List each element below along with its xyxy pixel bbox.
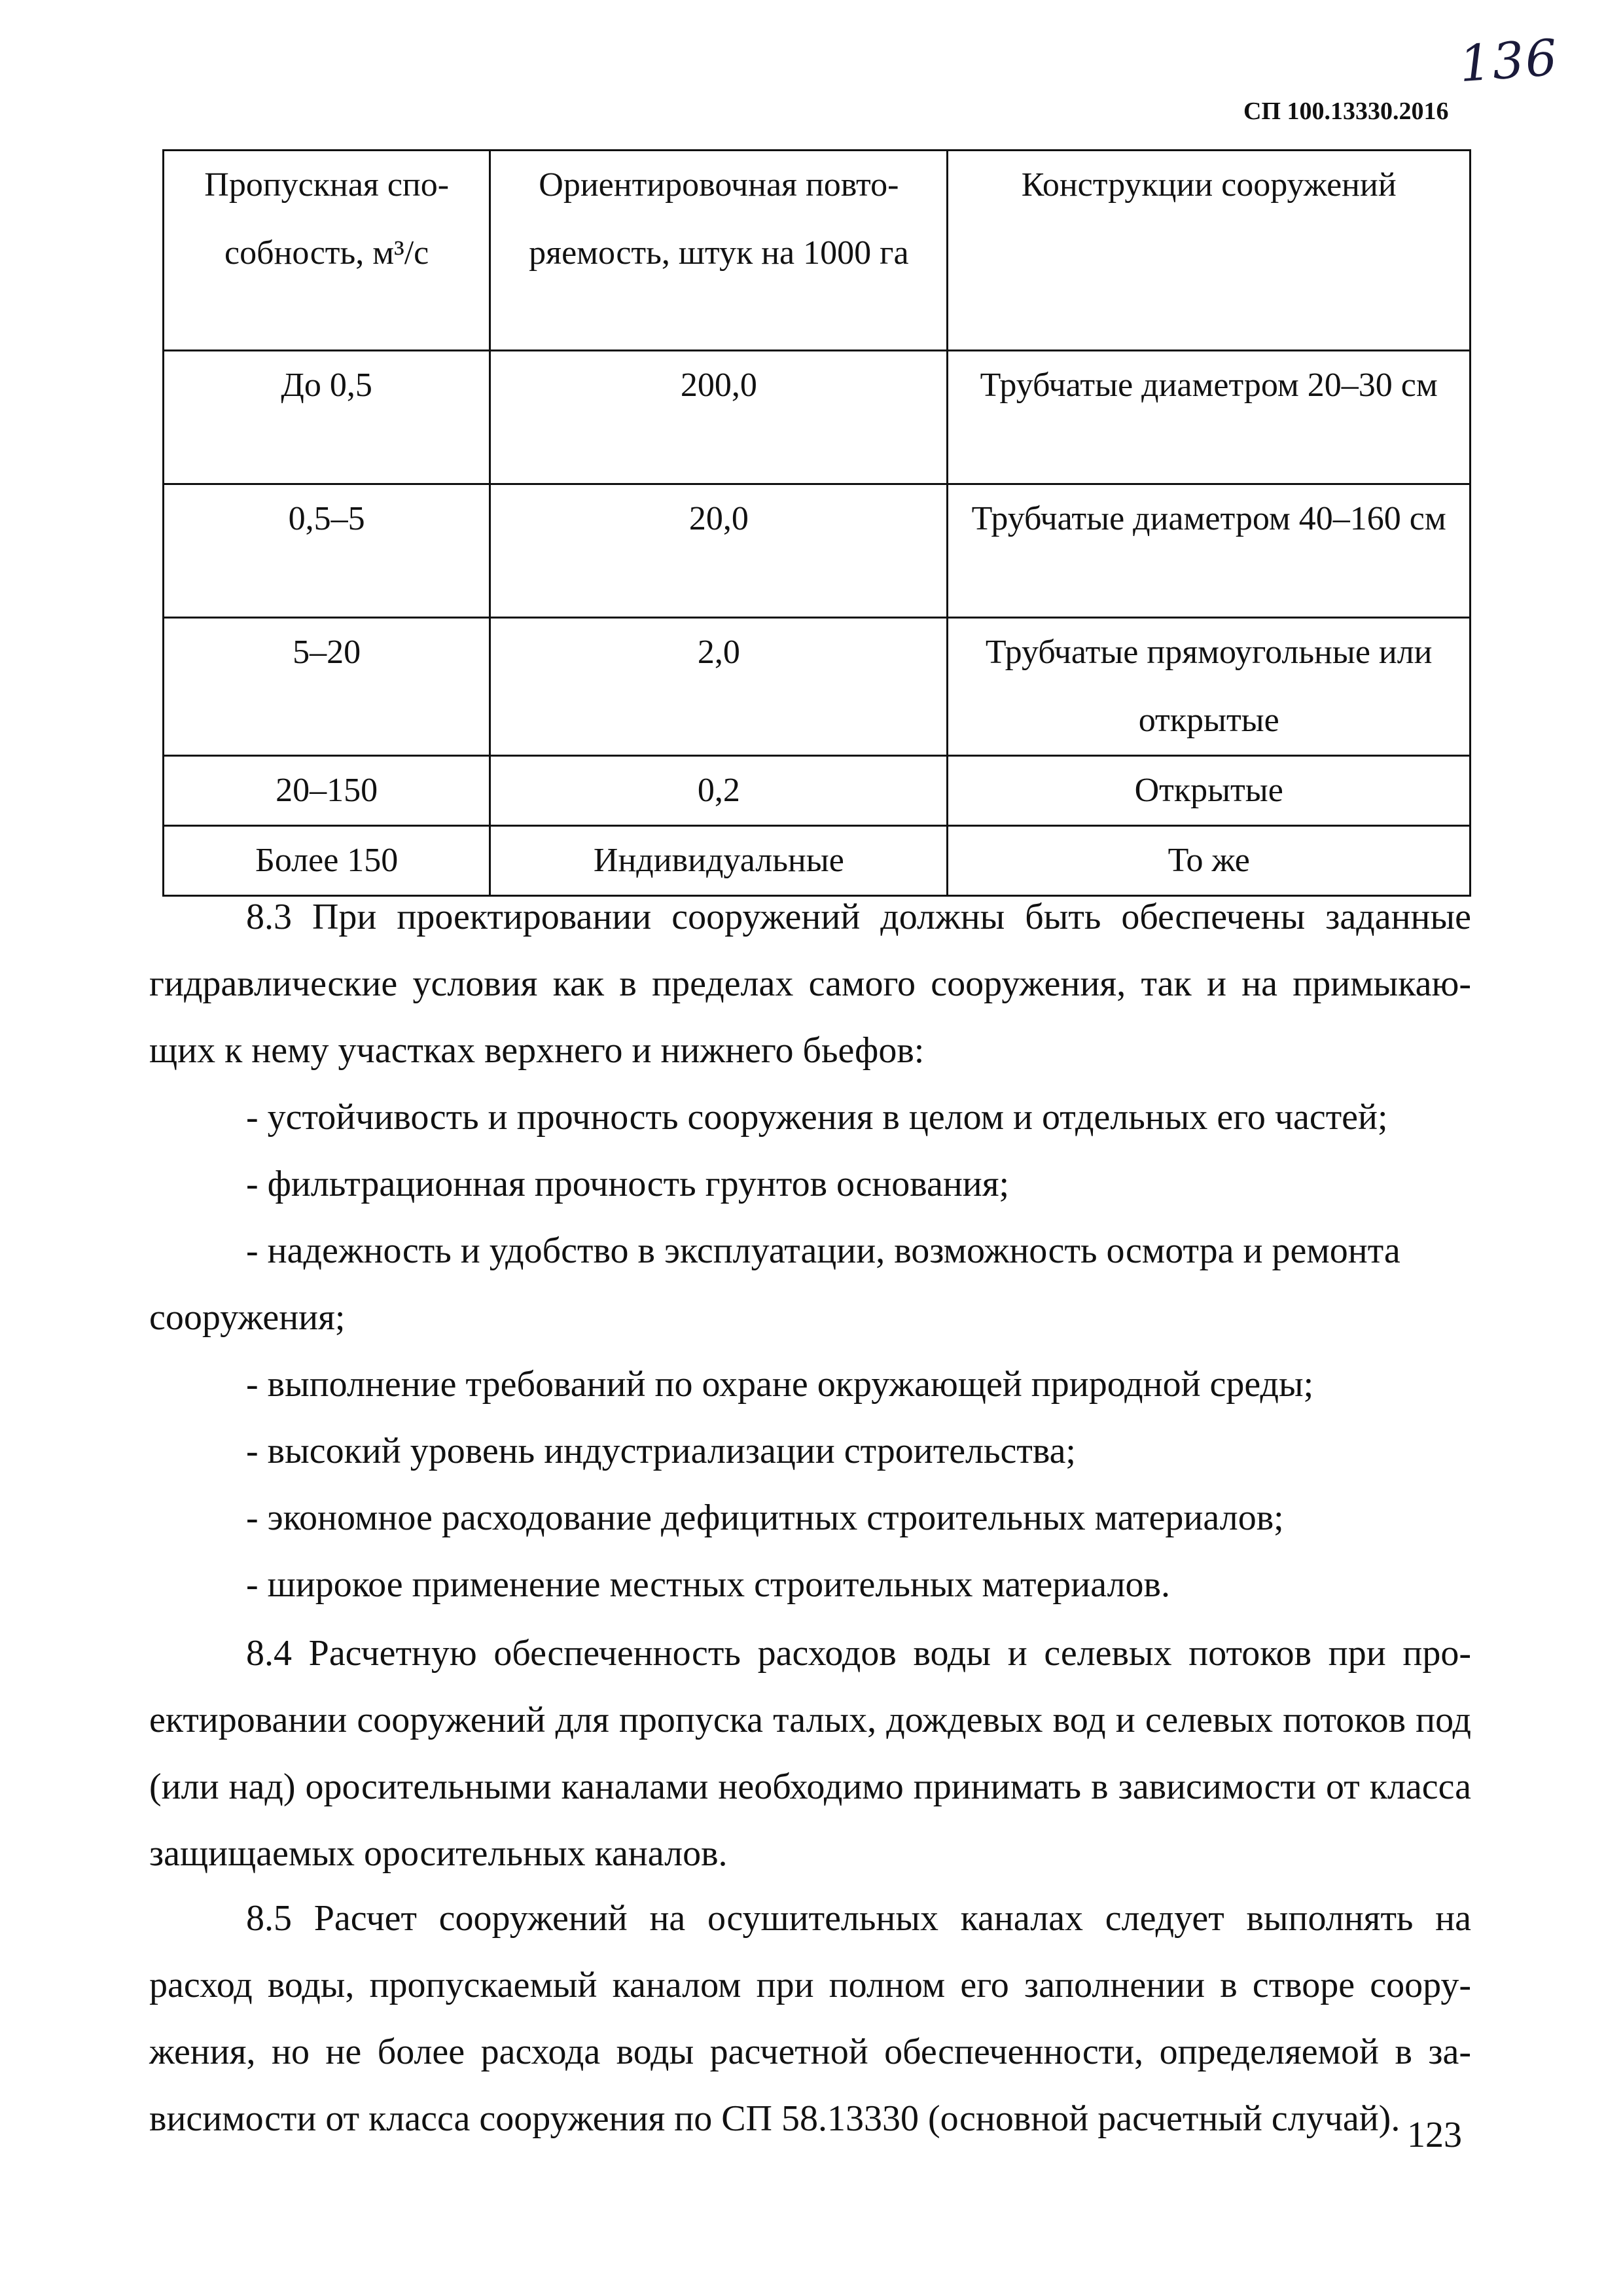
list-item: - широкое применение местных строительных материалов. xyxy=(246,1564,1170,1605)
table-header-row xyxy=(164,151,1471,351)
cell-capacity: 0,5–5 xyxy=(164,484,490,618)
header-frequency: Ориентировочная повто- ряемость, штук на 1000 га xyxy=(490,151,948,351)
section-8-5 xyxy=(149,1885,1471,2152)
cell-construction: Трубчатые диаметром 40–160 см xyxy=(948,484,1471,618)
cell-frequency: Индивидуальные xyxy=(490,826,948,896)
table-row xyxy=(164,618,1471,756)
list-item: - высокий уровень индустриализации строительства; xyxy=(246,1431,1076,1471)
paragraph-8-3-intro: 8.3 При проектировании сооружений должны быть обеспечены заданные гидравлические условия как в пределах самого сооружения, так и на примыкаю- щих к нему участках верхнего и нижнего бьефов: xyxy=(149,897,1471,1071)
handwritten-page-number: 136 xyxy=(1457,27,1560,94)
paragraph-8-5: 8.5 Расчет сооружений на осушительных каналах следует выполнять на расход воды, пропускаемый каналом при полном его заполнении в створе соору- жения, но не более расхода воды расчетной обеспеченности, определяемой в за- висимости от класса сооружения по СП 58.13330 (основной расчетный случай). xyxy=(149,1898,1471,2139)
cell-capacity: Более 150 xyxy=(164,826,490,896)
list-item: - фильтрационная прочность грунтов основания; xyxy=(246,1164,1010,1204)
cell-frequency: 20,0 xyxy=(490,484,948,618)
table-row xyxy=(164,756,1471,826)
header-capacity: Пропускная спо- собность, м³/с xyxy=(164,151,490,351)
cell-construction: Трубчатые прямоугольные или открытые xyxy=(948,618,1471,756)
list-item: - экономное расходование дефицитных строительных материалов; xyxy=(246,1498,1284,1538)
cell-capacity: 5–20 xyxy=(164,618,490,756)
cell-frequency: 2,0 xyxy=(490,618,948,756)
list-item: - устойчивость и прочность сооружения в целом и отдельных его частей; xyxy=(246,1097,1388,1138)
cell-capacity: До 0,5 xyxy=(164,351,490,484)
cell-construction: Открытые xyxy=(948,756,1471,826)
paragraph-8-4: 8.4 Расчетную обеспеченность расходов воды и селевых потоков при про- ектировании сооружений для пропуска талых, дождевых вод и селевых потоков под (или над) оросительными каналами необходимо принимать в зависимости от класса защищаемых оросительных каналов. xyxy=(149,1633,1471,1874)
header-constructions: Конструкции сооружений xyxy=(948,151,1471,351)
cell-capacity: 20–150 xyxy=(164,756,490,826)
list-item: - выполнение требований по охране окружающей природной среды; xyxy=(246,1364,1314,1405)
cell-frequency: 0,2 xyxy=(490,756,948,826)
cell-construction: Трубчатые диаметром 20–30 см xyxy=(948,351,1471,484)
page-number: 123 xyxy=(1407,2115,1462,2155)
section-8-3 xyxy=(149,884,1471,1618)
structures-table xyxy=(162,149,1471,897)
cell-construction: То же xyxy=(948,826,1471,896)
section-8-4 xyxy=(149,1620,1471,1887)
list-item: - надежность и удобство в эксплуатации, возможность осмотра и ремонта сооружения; xyxy=(149,1230,1400,1338)
cell-frequency: 200,0 xyxy=(490,351,948,484)
document-code: СП 100.13330.2016 xyxy=(1243,98,1449,125)
table-row xyxy=(164,351,1471,484)
table-row xyxy=(164,484,1471,618)
